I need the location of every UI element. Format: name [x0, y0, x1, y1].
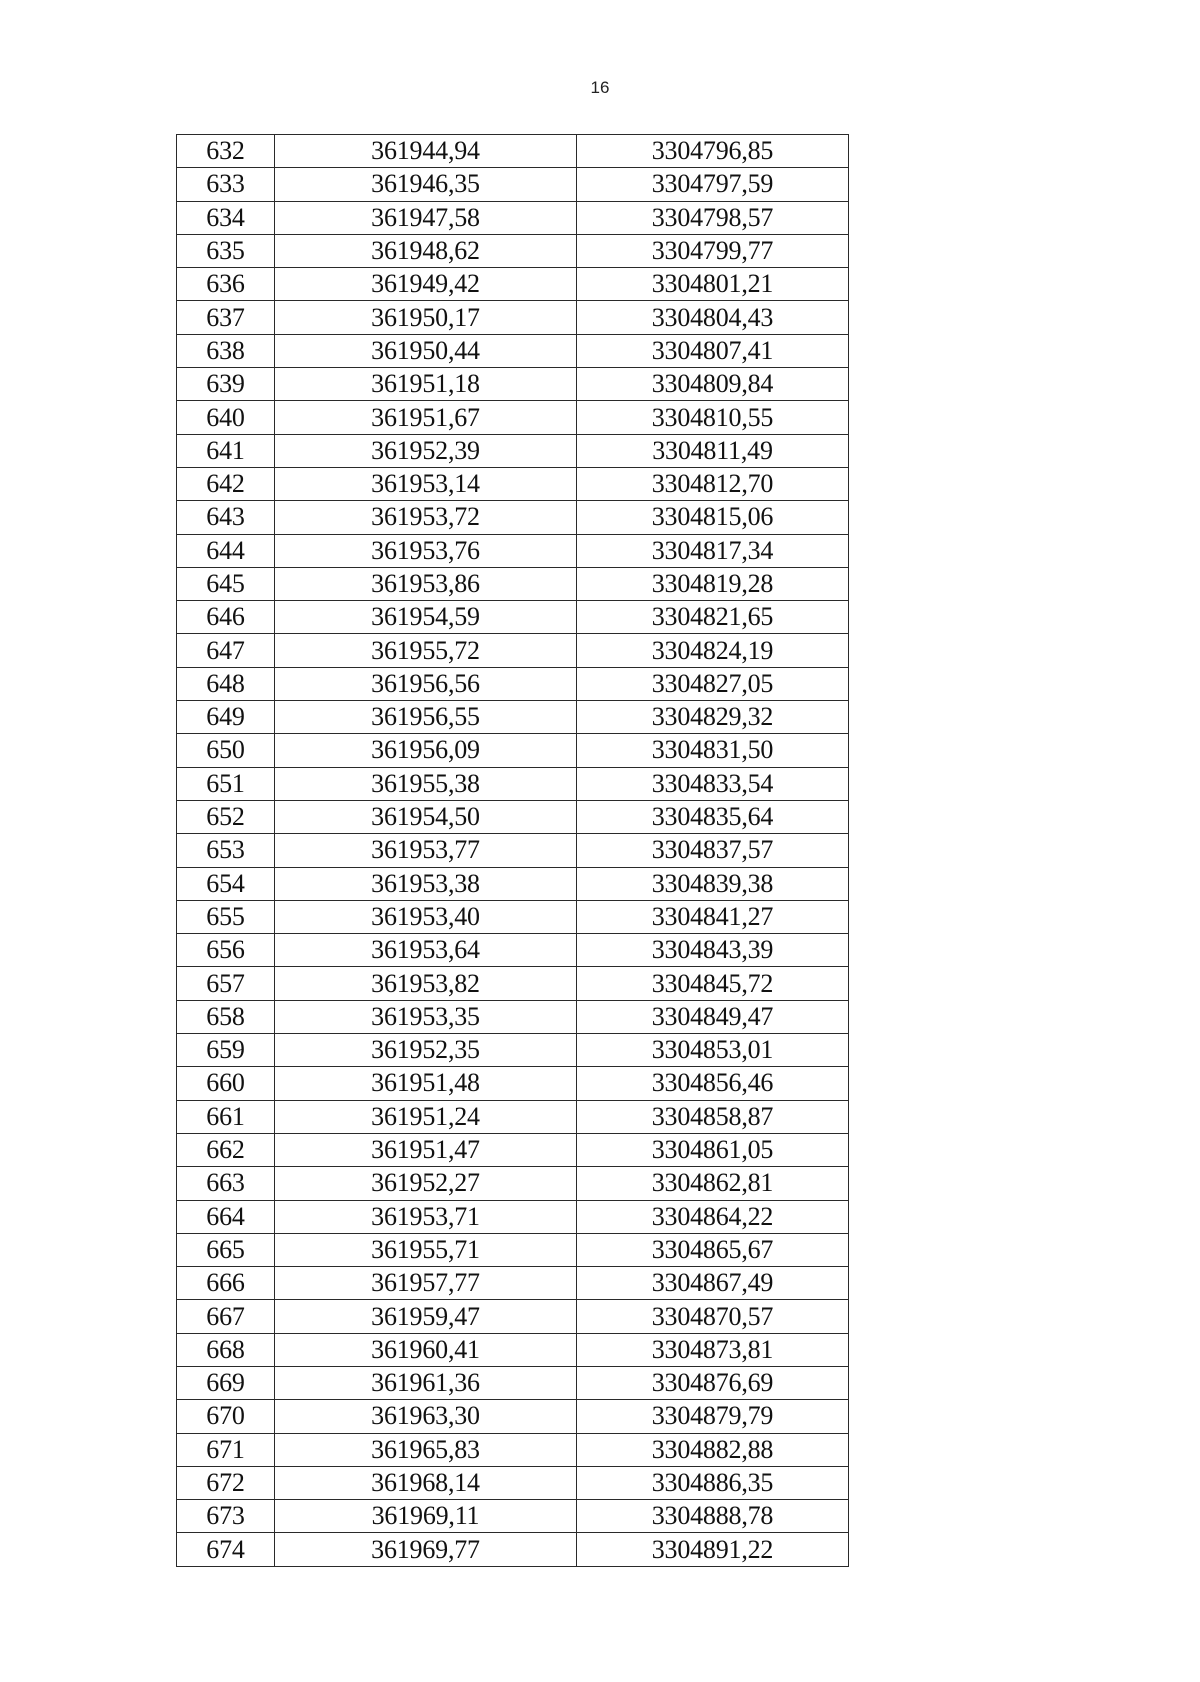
x-coordinate-cell: 361955,71 [275, 1233, 577, 1266]
point-number-cell: 647 [177, 634, 275, 667]
y-coordinate-cell: 3304837,57 [577, 834, 849, 867]
table-row [177, 1433, 849, 1466]
y-coordinate-cell: 3304821,65 [577, 601, 849, 634]
table-row [177, 567, 849, 600]
coordinates-table [176, 134, 849, 1567]
y-coordinate-cell: 3304796,85 [577, 135, 849, 168]
y-coordinate-cell: 3304839,38 [577, 867, 849, 900]
point-number-cell: 670 [177, 1400, 275, 1433]
y-coordinate-cell: 3304870,57 [577, 1300, 849, 1333]
y-coordinate-cell: 3304833,54 [577, 767, 849, 800]
x-coordinate-cell: 361955,72 [275, 634, 577, 667]
y-coordinate-cell: 3304829,32 [577, 701, 849, 734]
table-row [177, 834, 849, 867]
table-row [177, 168, 849, 201]
x-coordinate-cell: 361953,64 [275, 934, 577, 967]
table-row [177, 434, 849, 467]
point-number-cell: 651 [177, 767, 275, 800]
point-number-cell: 652 [177, 800, 275, 833]
y-coordinate-cell: 3304810,55 [577, 401, 849, 434]
table-row [177, 1034, 849, 1067]
y-coordinate-cell: 3304815,06 [577, 501, 849, 534]
point-number-cell: 665 [177, 1233, 275, 1266]
y-coordinate-cell: 3304835,64 [577, 800, 849, 833]
point-number-cell: 637 [177, 301, 275, 334]
x-coordinate-cell: 361953,72 [275, 501, 577, 534]
y-coordinate-cell: 3304864,22 [577, 1200, 849, 1233]
table-row [177, 1333, 849, 1366]
point-number-cell: 653 [177, 834, 275, 867]
x-coordinate-cell: 361951,24 [275, 1100, 577, 1133]
y-coordinate-cell: 3304861,05 [577, 1133, 849, 1166]
point-number-cell: 669 [177, 1366, 275, 1399]
point-number-cell: 668 [177, 1333, 275, 1366]
point-number-cell: 667 [177, 1300, 275, 1333]
table-row [177, 767, 849, 800]
x-coordinate-cell: 361956,55 [275, 701, 577, 734]
point-number-cell: 641 [177, 434, 275, 467]
x-coordinate-cell: 361953,82 [275, 967, 577, 1000]
table-row [177, 1366, 849, 1399]
point-number-cell: 648 [177, 667, 275, 700]
x-coordinate-cell: 361961,36 [275, 1366, 577, 1399]
table-row [177, 1233, 849, 1266]
table-row [177, 667, 849, 700]
y-coordinate-cell: 3304858,87 [577, 1100, 849, 1133]
x-coordinate-cell: 361953,76 [275, 534, 577, 567]
table-row [177, 467, 849, 500]
point-number-cell: 654 [177, 867, 275, 900]
table-row [177, 1267, 849, 1300]
y-coordinate-cell: 3304801,21 [577, 268, 849, 301]
y-coordinate-cell: 3304811,49 [577, 434, 849, 467]
x-coordinate-cell: 361949,42 [275, 268, 577, 301]
table-row [177, 601, 849, 634]
y-coordinate-cell: 3304841,27 [577, 900, 849, 933]
x-coordinate-cell: 361950,44 [275, 334, 577, 367]
table-row [177, 1400, 849, 1433]
x-coordinate-cell: 361946,35 [275, 168, 577, 201]
x-coordinate-cell: 361952,27 [275, 1167, 577, 1200]
table-row [177, 1500, 849, 1533]
x-coordinate-cell: 361952,35 [275, 1034, 577, 1067]
point-number-cell: 649 [177, 701, 275, 734]
x-coordinate-cell: 361953,77 [275, 834, 577, 867]
x-coordinate-cell: 361948,62 [275, 234, 577, 267]
point-number-cell: 644 [177, 534, 275, 567]
point-number-cell: 673 [177, 1500, 275, 1533]
point-number-cell: 635 [177, 234, 275, 267]
x-coordinate-cell: 361951,18 [275, 368, 577, 401]
x-coordinate-cell: 361955,38 [275, 767, 577, 800]
y-coordinate-cell: 3304798,57 [577, 201, 849, 234]
x-coordinate-cell: 361953,38 [275, 867, 577, 900]
point-number-cell: 657 [177, 967, 275, 1000]
table-row [177, 967, 849, 1000]
y-coordinate-cell: 3304853,01 [577, 1034, 849, 1067]
point-number-cell: 638 [177, 334, 275, 367]
point-number-cell: 646 [177, 601, 275, 634]
point-number-cell: 639 [177, 368, 275, 401]
table-row [177, 1167, 849, 1200]
table-row [177, 734, 849, 767]
point-number-cell: 666 [177, 1267, 275, 1300]
point-number-cell: 643 [177, 501, 275, 534]
y-coordinate-cell: 3304845,72 [577, 967, 849, 1000]
table-row [177, 234, 849, 267]
x-coordinate-cell: 361954,59 [275, 601, 577, 634]
table-row [177, 534, 849, 567]
table-row [177, 368, 849, 401]
table-row [177, 800, 849, 833]
x-coordinate-cell: 361960,41 [275, 1333, 577, 1366]
x-coordinate-cell: 361953,35 [275, 1000, 577, 1033]
y-coordinate-cell: 3304882,88 [577, 1433, 849, 1466]
table-row [177, 634, 849, 667]
x-coordinate-cell: 361968,14 [275, 1466, 577, 1499]
y-coordinate-cell: 3304886,35 [577, 1466, 849, 1499]
y-coordinate-cell: 3304876,69 [577, 1366, 849, 1399]
point-number-cell: 658 [177, 1000, 275, 1033]
x-coordinate-cell: 361953,71 [275, 1200, 577, 1233]
x-coordinate-cell: 361951,67 [275, 401, 577, 434]
y-coordinate-cell: 3304879,79 [577, 1400, 849, 1433]
point-number-cell: 671 [177, 1433, 275, 1466]
y-coordinate-cell: 3304807,41 [577, 334, 849, 367]
x-coordinate-cell: 361953,40 [275, 900, 577, 933]
point-number-cell: 634 [177, 201, 275, 234]
table-row [177, 1067, 849, 1100]
x-coordinate-cell: 361951,47 [275, 1133, 577, 1166]
x-coordinate-cell: 361969,77 [275, 1533, 577, 1566]
point-number-cell: 633 [177, 168, 275, 201]
point-number-cell: 642 [177, 467, 275, 500]
point-number-cell: 650 [177, 734, 275, 767]
x-coordinate-cell: 361953,86 [275, 567, 577, 600]
x-coordinate-cell: 361956,09 [275, 734, 577, 767]
table-row [177, 135, 849, 168]
page-number: 16 [590, 78, 610, 97]
table-row [177, 934, 849, 967]
x-coordinate-cell: 361952,39 [275, 434, 577, 467]
y-coordinate-cell: 3304799,77 [577, 234, 849, 267]
point-number-cell: 632 [177, 135, 275, 168]
table-row [177, 701, 849, 734]
table-row [177, 268, 849, 301]
coordinates-table-body [177, 135, 849, 1567]
point-number-cell: 674 [177, 1533, 275, 1566]
y-coordinate-cell: 3304865,67 [577, 1233, 849, 1266]
x-coordinate-cell: 361950,17 [275, 301, 577, 334]
y-coordinate-cell: 3304843,39 [577, 934, 849, 967]
point-number-cell: 655 [177, 900, 275, 933]
table-row [177, 1100, 849, 1133]
table-row [177, 334, 849, 367]
x-coordinate-cell: 361947,58 [275, 201, 577, 234]
point-number-cell: 656 [177, 934, 275, 967]
y-coordinate-cell: 3304812,70 [577, 467, 849, 500]
y-coordinate-cell: 3304817,34 [577, 534, 849, 567]
y-coordinate-cell: 3304873,81 [577, 1333, 849, 1366]
point-number-cell: 640 [177, 401, 275, 434]
table-row [177, 1466, 849, 1499]
table-row [177, 900, 849, 933]
x-coordinate-cell: 361963,30 [275, 1400, 577, 1433]
y-coordinate-cell: 3304809,84 [577, 368, 849, 401]
y-coordinate-cell: 3304797,59 [577, 168, 849, 201]
y-coordinate-cell: 3304849,47 [577, 1000, 849, 1033]
table-row [177, 1133, 849, 1166]
table-row [177, 201, 849, 234]
point-number-cell: 662 [177, 1133, 275, 1166]
x-coordinate-cell: 361959,47 [275, 1300, 577, 1333]
table-row [177, 1300, 849, 1333]
x-coordinate-cell: 361957,77 [275, 1267, 577, 1300]
point-number-cell: 663 [177, 1167, 275, 1200]
table-row [177, 1000, 849, 1033]
y-coordinate-cell: 3304888,78 [577, 1500, 849, 1533]
x-coordinate-cell: 361953,14 [275, 467, 577, 500]
y-coordinate-cell: 3304862,81 [577, 1167, 849, 1200]
y-coordinate-cell: 3304804,43 [577, 301, 849, 334]
table-row [177, 301, 849, 334]
x-coordinate-cell: 361969,11 [275, 1500, 577, 1533]
x-coordinate-cell: 361954,50 [275, 800, 577, 833]
point-number-cell: 636 [177, 268, 275, 301]
x-coordinate-cell: 361956,56 [275, 667, 577, 700]
point-number-cell: 660 [177, 1067, 275, 1100]
x-coordinate-cell: 361965,83 [275, 1433, 577, 1466]
table-row [177, 501, 849, 534]
y-coordinate-cell: 3304867,49 [577, 1267, 849, 1300]
point-number-cell: 659 [177, 1034, 275, 1067]
table-row [177, 401, 849, 434]
table-row [177, 867, 849, 900]
y-coordinate-cell: 3304891,22 [577, 1533, 849, 1566]
point-number-cell: 664 [177, 1200, 275, 1233]
y-coordinate-cell: 3304831,50 [577, 734, 849, 767]
y-coordinate-cell: 3304824,19 [577, 634, 849, 667]
point-number-cell: 645 [177, 567, 275, 600]
point-number-cell: 672 [177, 1466, 275, 1499]
table-row [177, 1533, 849, 1566]
y-coordinate-cell: 3304819,28 [577, 567, 849, 600]
y-coordinate-cell: 3304827,05 [577, 667, 849, 700]
x-coordinate-cell: 361944,94 [275, 135, 577, 168]
x-coordinate-cell: 361951,48 [275, 1067, 577, 1100]
y-coordinate-cell: 3304856,46 [577, 1067, 849, 1100]
table-row [177, 1200, 849, 1233]
point-number-cell: 661 [177, 1100, 275, 1133]
